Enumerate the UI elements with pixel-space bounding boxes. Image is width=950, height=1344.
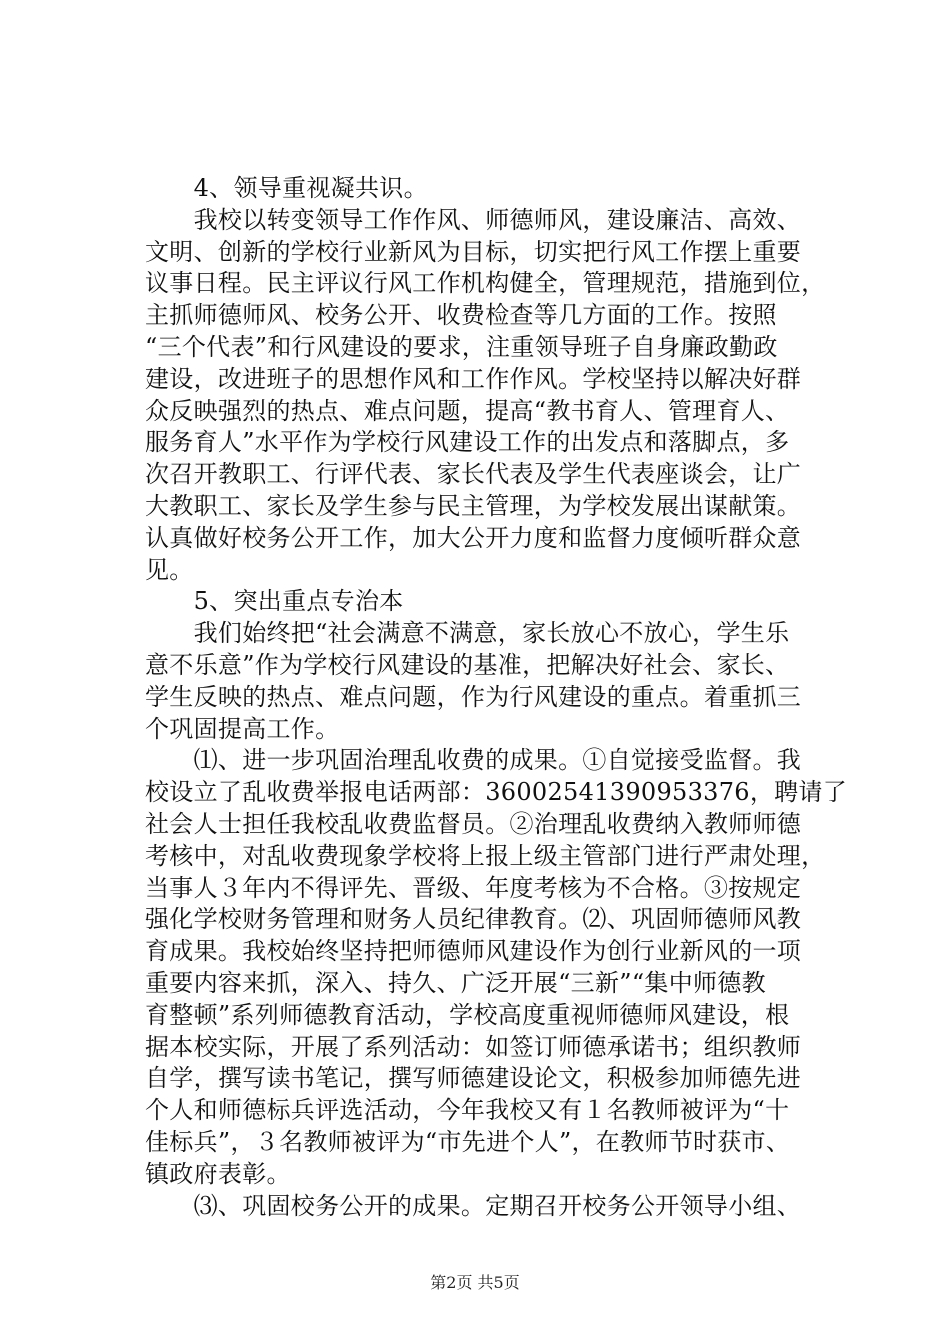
text-line: 佳标兵”，３名教师被评为“市先进个人”，在教师节时获市、 — [145, 1127, 791, 1156]
text-line: 建设，改进班子的思想作风和工作作风。学校坚持以解决好群 — [145, 364, 802, 393]
text-line: 自学，撰写读书笔记，撰写师德建设论文，积极参加师德先进 — [145, 1064, 802, 1093]
text-line: 强化学校财务管理和财务人员纪律教育。⑵、巩固师德师风教 — [145, 905, 802, 934]
text-line: 镇政府表彰。 — [145, 1159, 291, 1188]
text-line: 认真做好校务公开工作，加大公开力度和监督力度倾听群众意 — [145, 523, 802, 552]
text-line: 据本校实际，开展了系列活动：如签订师德承诺书；组织教师 — [145, 1032, 802, 1061]
text-line: 议事日程。民主评议行风工作机构健全，管理规范，措施到位， — [145, 269, 826, 298]
text-line: 社会人士担任我校乱收费监督员。②治理乱收费纳入教师师德 — [145, 809, 802, 838]
text-line: 育整顿”系列师德教育活动，学校高度重视师德师风建设，根 — [145, 1000, 790, 1029]
text-line: ⑶、巩固校务公开的成果。定期召开校务公开领导小组、 — [145, 1191, 802, 1220]
text-line: 见。 — [145, 555, 194, 584]
text-line: 众反映强烈的热点、难点问题，提高“教书育人、管理育人、 — [145, 396, 790, 425]
text-line: 主抓师德师风、校务公开、收费检查等几方面的工作。按照 — [145, 301, 777, 330]
text-line: 个巩固提高工作。 — [145, 714, 340, 743]
text-line: 个人和师德标兵评选活动，今年我校又有１名教师被评为“十 — [145, 1096, 790, 1125]
text-line: “三个代表”和行风建设的要求，注重领导班子自身廉政勤政 — [145, 332, 778, 361]
document-body — [145, 173, 848, 1222]
text-line: 文明、创新的学校行业新风为目标，切实把行风工作摆上重要 — [145, 237, 802, 266]
text-line: 次召开教职工、行评代表、家长代表及学生代表座谈会，让广 — [145, 460, 802, 489]
text-line: 学生反映的热点、难点问题，作为行风建设的重点。着重抓三 — [145, 682, 802, 711]
text-line: 校设立了乱收费举报电话两部：36002541390953376，聘请了 — [145, 778, 848, 807]
text-line: 重要内容来抓，深入、持久、广泛开展“三新”“集中师德教 — [145, 968, 766, 997]
text-line: 我校以转变领导工作作风、师德师风，建设廉洁、高效、 — [145, 205, 802, 234]
text-line: 我们始终把“社会满意不满意，家长放心不放心，学生乐 — [145, 619, 790, 648]
text-line: 4、领导重视凝共识。 — [145, 174, 428, 202]
text-line: 育成果。我校始终坚持把师德师风建设作为创行业新风的一项 — [145, 937, 802, 966]
text-line: 大教职工、家长及学生参与民主管理，为学校发展出谋献策。 — [145, 491, 802, 520]
text-line: 意不乐意”作为学校行风建设的基准，把解决好社会、家长、 — [145, 650, 790, 679]
text-line: ⑴、进一步巩固治理乱收费的成果。①自觉接受监督。我 — [145, 746, 802, 775]
text-line: 5、突出重点专治本 — [145, 587, 404, 616]
text-line: 当事人３年内不得评先、晋级、年度考核为不合格。③按规定 — [145, 873, 802, 902]
page-footer: 第2页 共5页 — [430, 1273, 520, 1292]
text-line: 服务育人”水平作为学校行风建设工作的出发点和落脚点，多 — [145, 428, 790, 457]
text-line: 考核中，对乱收费现象学校将上报上级主管部门进行严肃处理， — [145, 841, 826, 870]
